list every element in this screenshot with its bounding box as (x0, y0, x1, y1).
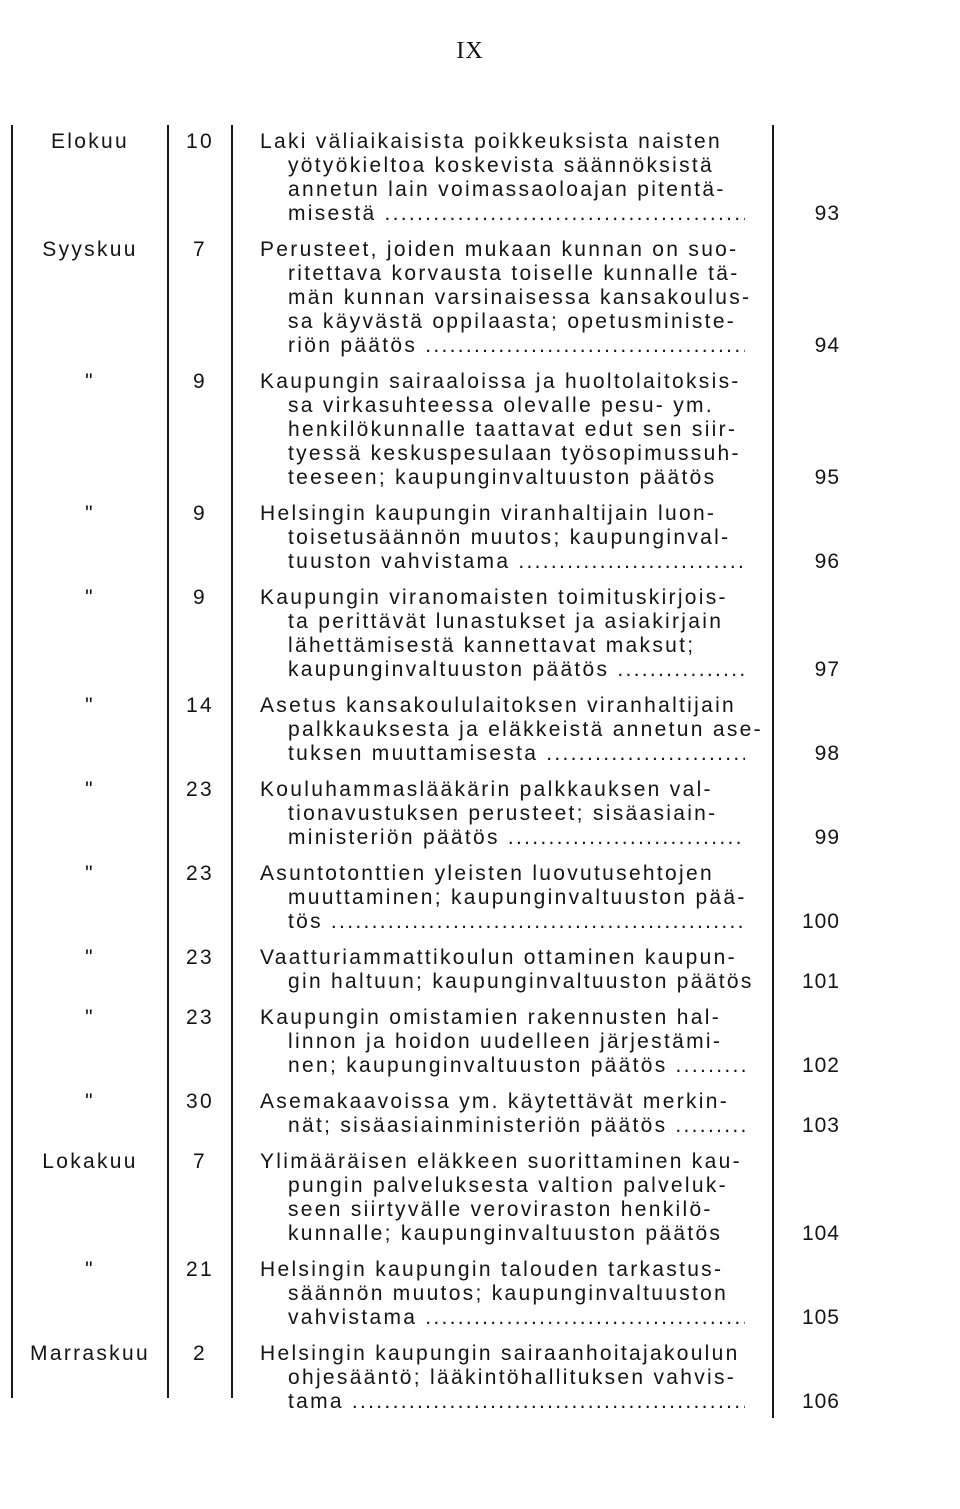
entry-title-line: gin haltuun; kaupunginvaltuuston päätös (288, 970, 754, 993)
entry-title-line: pungin palveluksesta valtion palveluk- (288, 1174, 728, 1197)
entry-month-ditto: " (85, 1006, 95, 1029)
entry-title-line (260, 658, 745, 682)
entry-page-number: 102 (801, 1054, 840, 1077)
entry-title-line (260, 742, 745, 766)
entry-page-cell (773, 1006, 882, 1078)
index-entry (12, 1150, 882, 1258)
entry-month: Marraskuu (30, 1342, 150, 1365)
entry-title (232, 502, 773, 574)
entry-page-number: 106 (801, 1390, 840, 1413)
entry-page-cell (773, 862, 882, 934)
entry-month-ditto: " (85, 694, 95, 717)
entry-page-number: 93 (814, 202, 840, 225)
entry-page-cell (773, 238, 882, 358)
entry-title-line: Kaupungin viranomaisten toimituskirjois- (260, 586, 728, 609)
dot-leader (538, 742, 745, 766)
entry-title-line-text: riön päätös (288, 334, 418, 357)
entry-title-line (260, 1114, 745, 1138)
entry-title (232, 946, 773, 994)
entry-month: Elokuu (50, 130, 129, 153)
entry-title-line: Laki väliaikaisista poikkeuksista naisten (260, 130, 722, 153)
entry-title-line: ritettava korvausta toiselle kunnalle tä- (288, 262, 740, 285)
entry-day: 7 (193, 1150, 207, 1173)
entry-title-line (260, 826, 745, 850)
index-entry (12, 1090, 882, 1150)
entry-page-cell (773, 946, 882, 994)
index-entry (12, 946, 882, 1006)
index-entry (12, 862, 882, 946)
entry-title-line: toisetusäännön muutos; kaupunginval- (288, 526, 731, 549)
entry-month-ditto: " (85, 370, 95, 393)
page-header-number: IX (456, 38, 484, 64)
entry-title (232, 694, 773, 766)
entry-page-number: 96 (814, 550, 840, 573)
entry-day: 9 (193, 502, 207, 525)
entry-title-line: män kunnan varsinaisessa kansakoulus- (288, 286, 752, 309)
entry-title-line: ohjesääntö; lääkintöhallituksen vahvis- (288, 1366, 737, 1389)
dot-leader (376, 202, 745, 226)
entry-title-line: Asetus kansakoululaitoksen viranhaltijain (260, 694, 737, 717)
entry-title-line: tionavustuksen perusteet; sisäasiain- (288, 802, 718, 825)
entry-title-line: ta perittävät lunastukset ja asiakirjain (288, 610, 724, 633)
index-entry (12, 238, 882, 370)
entry-title-line (260, 910, 745, 934)
entry-title-line: Asuntotonttien yleisten luovutusehtojen (260, 862, 714, 885)
dot-leader (609, 658, 745, 682)
index-table (12, 125, 882, 1426)
entry-title-line: Asemakaavoissa ym. käytettävät merkin- (260, 1090, 730, 1113)
entry-day: 30 (186, 1090, 214, 1113)
entry-title-line-text: nen; kaupunginvaltuuston päätös (288, 1054, 668, 1077)
entry-day: 2 (193, 1342, 207, 1365)
entry-title (232, 370, 773, 490)
entry-title-line-text: vahvistama (288, 1306, 418, 1329)
entry-title-line: muuttaminen; kaupunginvaltuuston pää- (288, 886, 747, 909)
entry-title-line: Kouluhammaslääkärin palkkauksen val- (260, 778, 713, 801)
entry-title (232, 778, 773, 850)
entry-month-ditto: " (85, 586, 95, 609)
entry-title-line: sa käyvästä oppilaasta; opetusministe- (288, 310, 737, 333)
entry-month-ditto: " (85, 862, 95, 885)
entry-title-line: Kaupungin omistamien rakennusten hal- (260, 1006, 721, 1029)
entry-month-ditto: " (85, 946, 95, 969)
entry-page-cell (773, 778, 882, 850)
entry-title-line-text: kaupunginvaltuuston päätös (288, 658, 610, 681)
entry-title-line: palkkauksesta ja eläkkeistä annetun ase- (288, 718, 763, 741)
entry-day: 23 (186, 862, 214, 885)
entry-month-ditto: " (85, 502, 95, 525)
index-entry (12, 1006, 882, 1090)
dot-leader (668, 1054, 745, 1078)
entry-page-cell (773, 370, 882, 490)
entry-page-cell (773, 502, 882, 574)
index-entry (12, 1342, 882, 1426)
entry-title (232, 1090, 773, 1138)
index-entry (12, 370, 882, 502)
index-entry (12, 1258, 882, 1342)
entry-day: 9 (193, 370, 207, 393)
entry-title-line-text: tuuston vahvistama (288, 550, 511, 573)
dot-leader (510, 550, 745, 574)
entry-day: 14 (186, 694, 214, 717)
entry-title (232, 1258, 773, 1330)
entry-title-line: Ylimääräisen eläkkeen suorittaminen kau- (260, 1150, 742, 1173)
index-entry (12, 586, 882, 694)
entry-title-line: säännön muutos; kaupunginvaltuuston (288, 1282, 729, 1305)
dot-leader (500, 826, 745, 850)
entry-title-line: annetun lain voimassaoloajan pitentä- (288, 178, 726, 201)
entry-title-line-text: tuksen muuttamisesta (288, 742, 539, 765)
entry-title (232, 1006, 773, 1078)
entry-page-number: 101 (801, 970, 840, 993)
entry-title-line-text: nät; sisäasiainministeriön päätös (288, 1114, 668, 1137)
entry-page-cell (773, 694, 882, 766)
entry-day: 23 (186, 946, 214, 969)
entry-page-number: 104 (801, 1222, 840, 1245)
dot-leader (667, 1114, 745, 1138)
entry-title (232, 238, 773, 358)
entry-title-line-text: tös (288, 910, 323, 933)
entry-title-line (260, 1390, 745, 1414)
entry-day: 23 (186, 778, 214, 801)
entry-title-line: teeseen; kaupunginvaltuuston päätös (288, 466, 717, 489)
dot-leader (323, 910, 745, 934)
entry-page-cell (773, 130, 882, 226)
entry-title-line: Helsingin kaupungin talouden tarkastus- (260, 1258, 724, 1281)
entry-month-ditto: " (85, 778, 95, 801)
entry-title-line (260, 334, 745, 358)
entry-title-line (260, 550, 745, 574)
entry-title-line: Perusteet, joiden mukaan kunnan on suo- (260, 238, 739, 261)
entry-title-line: tyessä keskuspesulaan työsopimussuh- (288, 442, 741, 465)
entry-day: 21 (186, 1258, 214, 1281)
entry-page-cell (773, 1090, 882, 1138)
entry-title-line: Helsingin kaupungin sairaanhoitajakoulun (260, 1342, 740, 1365)
entry-title (232, 586, 773, 682)
entry-title (232, 1150, 773, 1246)
entry-page-cell (773, 1342, 882, 1414)
entry-title-line: linnon ja hoidon uudelleen järjestämi- (288, 1030, 723, 1053)
entry-title-line: seen siirtyvälle veroviraston henkilö- (288, 1198, 713, 1221)
entry-title (232, 130, 773, 226)
entry-month-ditto: " (85, 1258, 95, 1281)
entry-page-cell (773, 586, 882, 682)
entry-title-line: Vaatturiammattikoulun ottaminen kaupun- (260, 946, 737, 969)
entry-page-number: 100 (801, 910, 840, 933)
entry-page-number: 103 (801, 1114, 840, 1137)
entry-month: Lokakuu (42, 1150, 138, 1173)
entry-day: 23 (186, 1006, 214, 1029)
entry-title-line-text: tama (288, 1390, 344, 1413)
entry-page-number: 95 (814, 466, 840, 489)
entry-title-line-text: misestä (288, 202, 377, 225)
entry-page-cell (773, 1150, 882, 1246)
entry-title-line: sa virkasuhteessa olevalle pesu- ym. (288, 394, 714, 417)
entry-title (232, 1342, 773, 1414)
entry-title-line: Helsingin kaupungin viranhaltijain luon- (260, 502, 717, 525)
entry-title-line: kunnalle; kaupunginvaltuuston päätös (288, 1222, 723, 1245)
entry-page-number: 98 (814, 742, 840, 765)
index-entry (12, 502, 882, 586)
entry-title-line: yötyökieltoa koskevista säännöksistä (288, 154, 714, 177)
entry-title-line: Kaupungin sairaaloissa ja huoltolaitoksis- (260, 370, 741, 393)
entry-title (232, 862, 773, 934)
entry-month: Syyskuu (42, 238, 138, 261)
index-entry (12, 778, 882, 862)
index-entry (12, 130, 882, 238)
entry-title-line (260, 1054, 745, 1078)
entry-title-line: henkilökunnalle taattavat edut sen siir- (288, 418, 738, 441)
entry-day: 9 (193, 586, 207, 609)
entry-day: 10 (186, 130, 214, 153)
entry-page-number: 97 (814, 658, 840, 681)
entry-title-line: lähettämisestä kannettavat maksut; (288, 634, 696, 657)
entry-page-number: 105 (801, 1306, 840, 1329)
entry-page-number: 94 (814, 334, 840, 357)
dot-leader (417, 334, 745, 358)
entry-title-line (260, 1306, 745, 1330)
index-entry (12, 694, 882, 778)
dot-leader (344, 1390, 745, 1414)
entry-title-line (260, 202, 745, 226)
entry-page-number: 99 (814, 826, 840, 849)
entry-day: 7 (193, 238, 207, 261)
dot-leader (417, 1306, 745, 1330)
entry-title-line-text: ministeriön päätös (288, 826, 500, 849)
entry-page-cell (773, 1258, 882, 1330)
entry-month-ditto: " (85, 1090, 95, 1113)
